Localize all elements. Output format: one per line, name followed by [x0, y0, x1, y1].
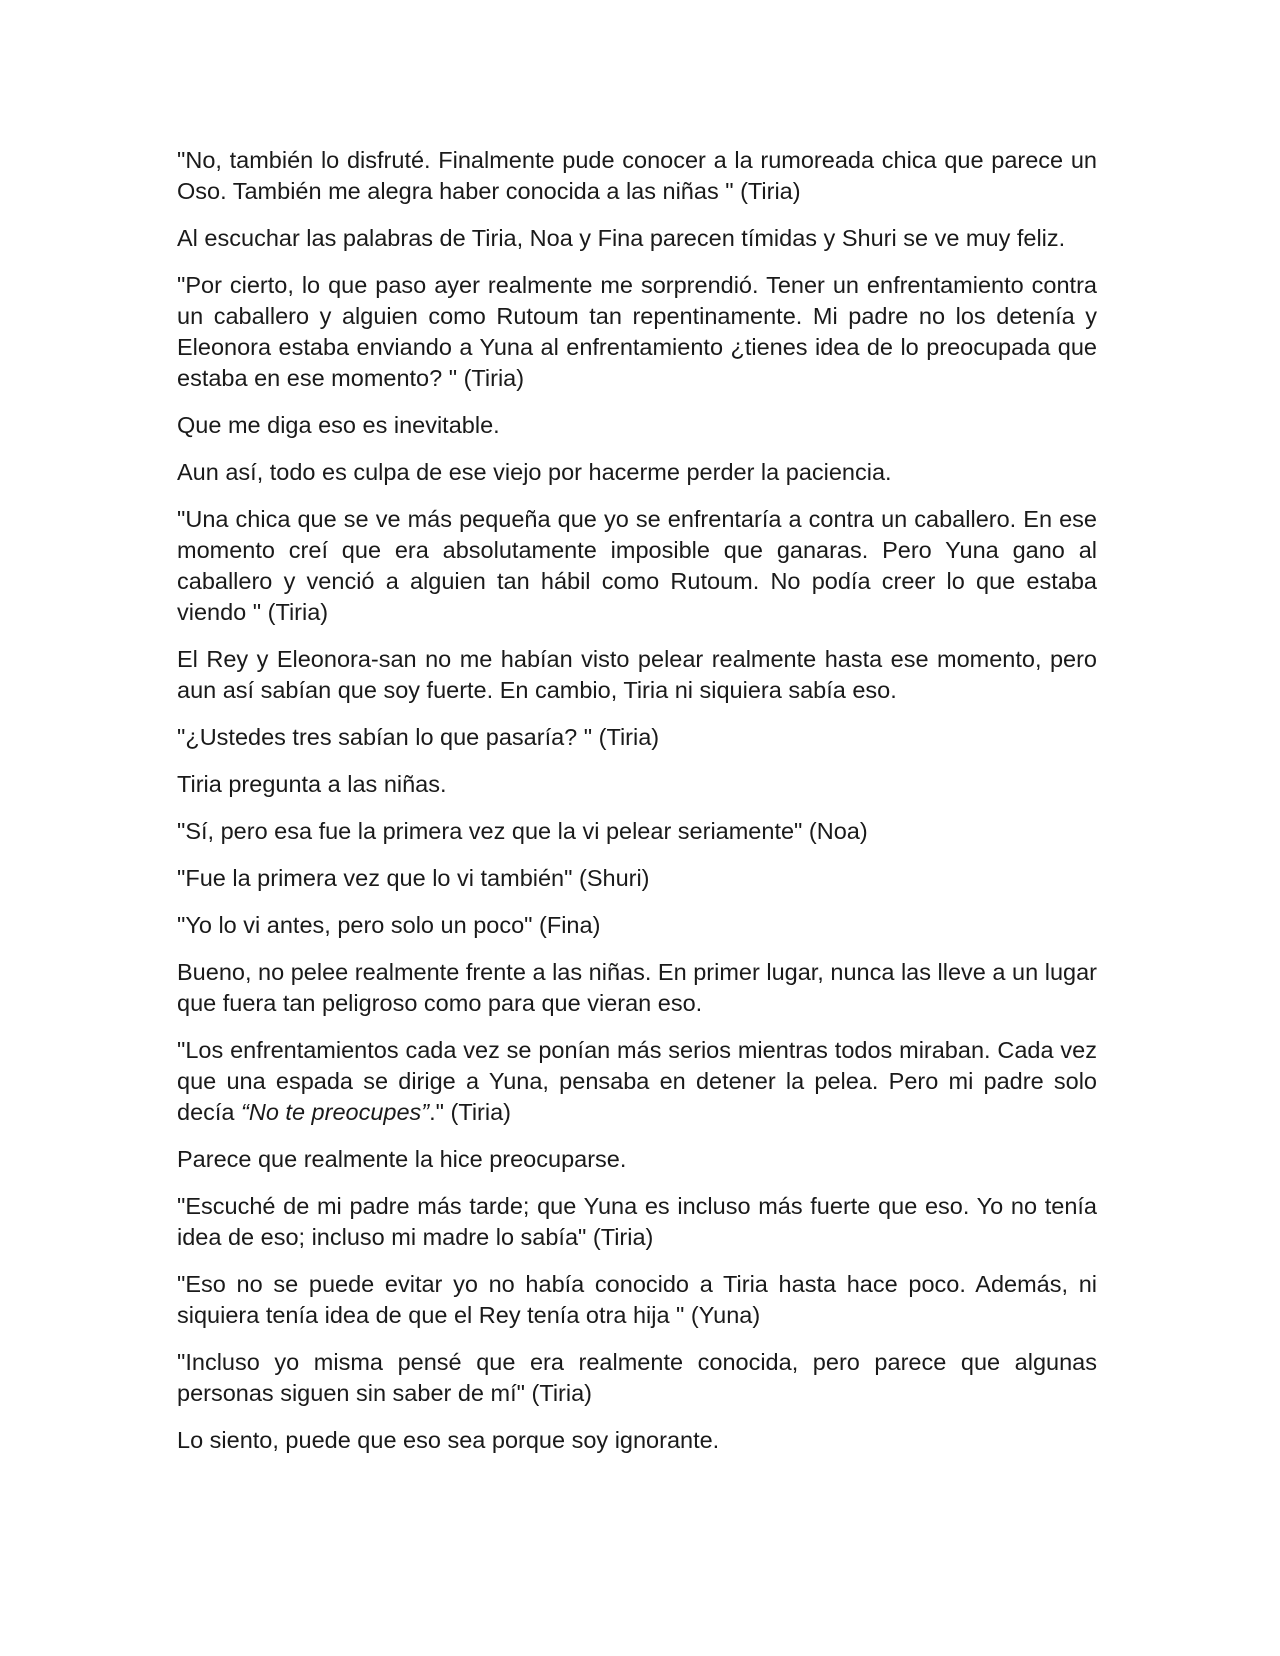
- paragraph-text: ." (Tiria): [429, 1099, 511, 1125]
- paragraph: Bueno, no pelee realmente frente a las niñas. En primer lugar, nunca las lleve a un lugar que fuera tan peligroso como para que vieran eso.: [177, 959, 1097, 1016]
- paragraph: El Rey y Eleonora-san no me habían visto pelear realmente hasta ese momento, pero aun así sabían que soy fuerte. En cambio, Tiria ni siquiera sabía eso.: [177, 646, 1097, 703]
- paragraph: Que me diga eso es inevitable.: [177, 412, 500, 438]
- italic-quote: “No te preocupes”: [241, 1099, 430, 1125]
- paragraph: "Sí, pero esa fue la primera vez que la vi pelear seriamente" (Noa): [177, 818, 868, 844]
- paragraph: "Yo lo vi antes, pero solo un poco" (Fina): [177, 912, 601, 938]
- paragraph: Aun así, todo es culpa de ese viejo por hacerme perder la paciencia.: [177, 459, 892, 485]
- paragraph: Tiria pregunta a las niñas.: [177, 771, 447, 797]
- paragraph: "Incluso yo misma pensé que era realmente conocida, pero parece que algunas personas siguen sin saber de mí" (Tiria): [177, 1349, 1097, 1406]
- paragraph: Parece que realmente la hice preocuparse.: [177, 1146, 627, 1172]
- paragraph: "Fue la primera vez que lo vi también" (Shuri): [177, 865, 650, 891]
- paragraph: Al escuchar las palabras de Tiria, Noa y Fina parecen tímidas y Shuri se ve muy feliz.: [177, 225, 1066, 251]
- paragraph: "Una chica que se ve más pequeña que yo se enfrentaría a contra un caballero. En ese momento creí que era absolutamente imposible que ganaras. Pero Yuna gano al caballero y venció a alguien tan hábil como Rutoum. No podía creer lo que estaba viendo " (Tiria): [177, 506, 1097, 625]
- paragraph: "¿Ustedes tres sabían lo que pasaría? " (Tiria): [177, 724, 660, 750]
- paragraph: Lo siento, puede que eso sea porque soy ignorante.: [177, 1427, 720, 1453]
- paragraph-text: "Los enfrentamientos cada vez se ponían más serios mientras todos miraban. Cada vez que una espada se dirige a Yuna, pensaba en detener la pelea. Pero mi padre solo decía: [177, 1037, 1097, 1125]
- paragraph: "Eso no se puede evitar yo no había conocido a Tiria hasta hace poco. Además, ni siquiera tenía idea de que el Rey tenía otra hija " (Yuna): [177, 1271, 1097, 1328]
- paragraph: "Escuché de mi padre más tarde; que Yuna es incluso más fuerte que eso. Yo no tenía idea de eso; incluso mi madre lo sabía" (Tiria): [177, 1193, 1097, 1250]
- paragraph: "Por cierto, lo que paso ayer realmente me sorprendió. Tener un enfrentamiento contra un caballero y alguien como Rutoum tan repentinamente. Mi padre no los detenía y Eleonora estaba enviando a Yuna al enfrentamiento ¿tienes idea de lo preocupada que estaba en ese momento? " (Tiria): [177, 272, 1097, 391]
- paragraph: "No, también lo disfruté. Finalmente pude conocer a la rumoreada chica que parece un Oso. También me alegra haber conocida a las niñas " (Tiria): [177, 147, 1097, 204]
- document-body: [177, 145, 1097, 1472]
- paragraph: [177, 1035, 1097, 1128]
